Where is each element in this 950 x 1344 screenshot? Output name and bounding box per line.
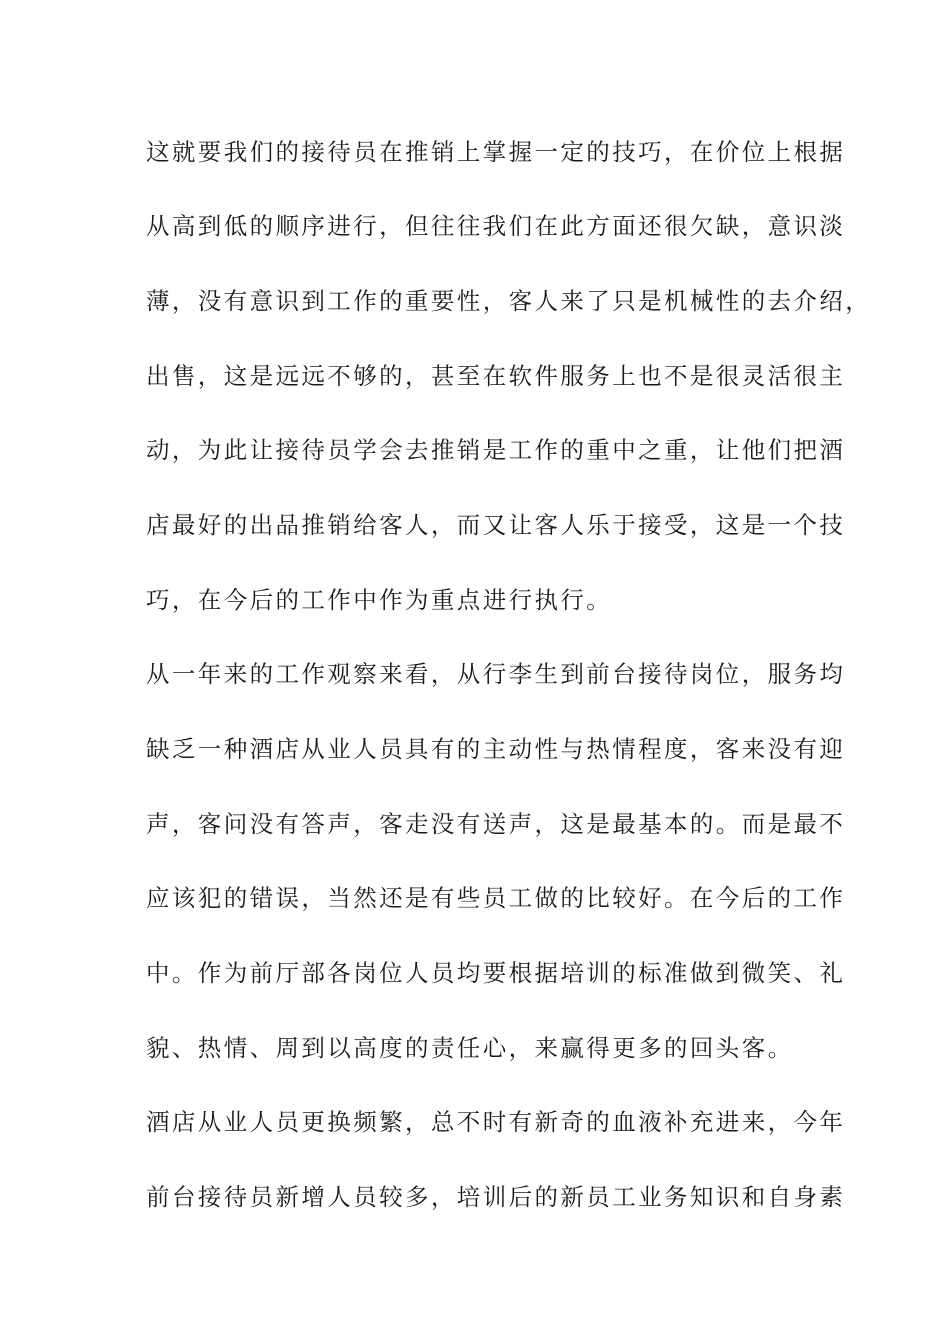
text-line: 前台接待员新增人员较多，培训后的新员工业务知识和自身素 <box>146 1183 846 1211</box>
text-line: 缺乏一种酒店从业人员具有的主动性与热情程度，客来没有迎 <box>146 735 846 763</box>
text-line: 从高到低的顺序进行，但往往我们在此方面还很欠缺，意识淡 <box>146 212 846 240</box>
text-line: 中。作为前厅部各岗位人员均要根据培训的标准做到微笑、礼 <box>146 959 846 987</box>
text-line: 貌、热情、周到以高度的责任心，来赢得更多的回头客。 <box>146 1034 794 1062</box>
text-line: 这就要我们的接待员在推销上掌握一定的技巧，在价位上根据 <box>146 138 846 166</box>
text-line: 应该犯的错误，当然还是有些员工做的比较好。在今后的工作 <box>146 884 846 912</box>
text-line: 出售，这是远远不够的，甚至在软件服务上也不是很灵活很主 <box>146 362 846 390</box>
text-line: 薄，没有意识到工作的重要性，客人来了只是机械性的去介绍， <box>146 287 872 315</box>
text-line: 店最好的出品推销给客人，而又让客人乐于接受，这是一个技 <box>146 511 846 539</box>
text-line: 动，为此让接待员学会去推销是工作的重中之重，让他们把酒 <box>146 436 846 464</box>
text-line: 从一年来的工作观察来看，从行李生到前台接待岗位，服务均 <box>146 660 846 688</box>
text-line: 酒店从业人员更换频繁，总不时有新奇的血液补充进来，今年 <box>146 1108 846 1136</box>
text-line: 巧，在今后的工作中作为重点进行执行。 <box>146 586 613 614</box>
text-line: 声，客问没有答声，客走没有送声，这是最基本的。而是最不 <box>146 810 846 838</box>
